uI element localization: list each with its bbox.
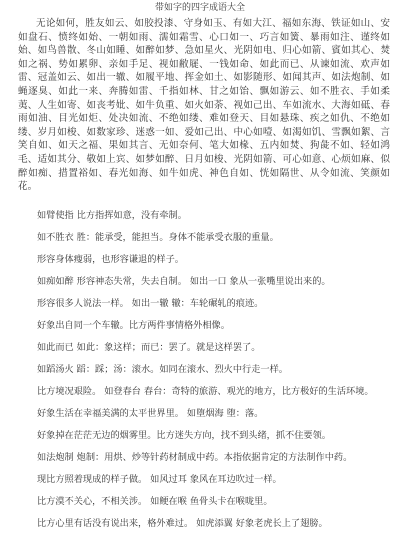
idiom-entry: 如痴如醉 形容神态失常，失去自制。 如出一口 象从一张嘴里说出来的。 [37, 276, 331, 287]
idiom-entry: 好象出自同一个车辙。比方两件事情格外相像。 [37, 320, 230, 331]
idiom-entry: 比方境况艰险。 如登春台 春台：奇特的旅游、观光的地方，比方极好的生活环境。 [37, 386, 374, 397]
idiom-list-paragraph: 无论如何，胜友如云、如胶投漆、守身如玉、有如大江、福如东海、铁证如山、安如盘石、愤终如始、一朝如雨、濡如霜雪、心口如一、巧言如簧、暴雨如注、谨终如始、如鸟兽散、冬山如睡、如醉如梦、急如星火、光阴如电、归心如箭、賓如其心、焚如之祸、势如累卵、亲如手足、视如敝屣、一钱如命、如此而已、从谏如流、欢声如雷、冠盖如云、如出一辙、如履平地、挥金如土、如影随形、如闻其声、如法炮制、如蝇逐臭、如此一来、奔腾如雷、千指如林、甘之如饴、飘如游云、如不胜衣、手如柔荑、人生如寄、如丧考妣、如牛负重、如火如荼、视如己出、车如流水、大海如砥、春雨如油、目光如炬、处决如流、不绝如缕、难如登天、目如悬珠、疾之如仇、不绝如缕、岁月如梭、如数家珍、迷惑一如、爱如己出、中心如噎、如渴如饥、雪飘如絮、言笑自如、如天之福、果如其言、无如奈何、笔大如椽、五内如焚、狗彘不如、轻如鸿毛、适如其分、敬如上宾、如梦如醉、日月如梭、光阴如箭、可心如意、心烦如麻、似醉如痴、措置裕如、春光如海、如牛如虎、神色自如、恍如隔世、从令如流、笑颜如花。 [18, 18, 390, 193]
idiom-entry: 好象生活在幸福美满的太平世界里。 如堕烟海 堕：落。 [37, 408, 264, 419]
idiom-entry: 比方漠不关心，不相关涉。 如鲠在喉 鱼骨头卡在喉咙里。 [37, 496, 273, 507]
idiom-entry: 如法炮制 炮制：用烘、炒等针药材制成中药。本指依据肯定的方法制作中药。 [37, 452, 353, 463]
idiom-entry: 如蹈汤火 蹈：踩；汤：滚水。如同在滚水、烈火中行走一样。 [37, 364, 288, 375]
idiom-entry: 现比方照着现成的样子做。 如风过耳 象风在耳边吹过一样。 [37, 474, 282, 485]
idiom-entry: 如不胜衣 胜：能承受，能担当。身体不能承受衣服的重量。 [37, 232, 279, 243]
idiom-entry: 如臂使指 比方指挥如意，没有牵制。 [37, 210, 187, 221]
idiom-entry: 好象掉在茫茫无边的烟雾里。比方迷失方向，找不到头绪，抓不住要领。 [37, 430, 331, 441]
idiom-entry: 形容身体瘦弱，也形容谦退的样子。 [37, 254, 184, 265]
idiom-entry: 比方心里有话没有说出来，格外难过。 如虎添翼 好象老虎长上了翅膀。 [37, 518, 328, 529]
document-title: 带如字的四字成语大全 [154, 3, 245, 13]
idiom-entry: 如此而已 如此：象这样；而已：罢了。就是这样罢了。 [37, 342, 261, 353]
idiom-entry: 形容很多人说法一样。 如出一辙 辙：车轮碾轧的痕迹。 [37, 298, 264, 309]
